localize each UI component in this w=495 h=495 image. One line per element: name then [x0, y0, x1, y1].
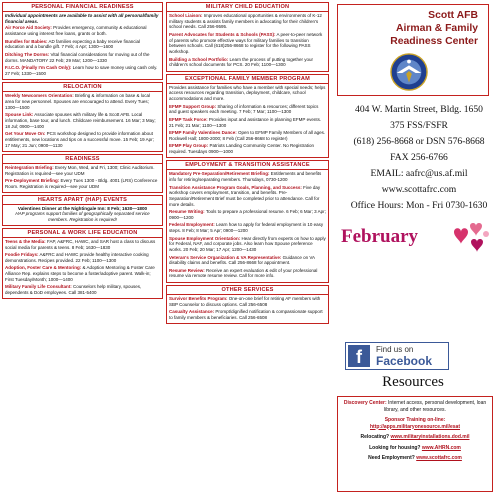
list-item: Veteran's Service Organization & VA Representative: Guidance on VA disability claims and benefits. Call 256-8668 for appointment. — [169, 254, 315, 266]
list-item: Resume Writing: Tools to prepare a professional resume. 6 Feb; 6 Mar; 3 Apr; 0900—1200 — [169, 209, 326, 220]
list-item: School Liaison: Improves educational opportunities & environments of K-12 military students & assists family members in advocating for their children's school needs. Call 256-9595. — [169, 13, 322, 30]
list-item: Military Family Life Consultant: Counselors help military, spouses, dependents & DoD employees. Call 381-5400 — [5, 284, 142, 295]
office-hours: Office Hours: Mon - Fri 0730-1630 — [350, 200, 488, 211]
list-item: Spouse Employment Orientation: Hear directly from experts on how to apply for Federal, NAF, and corporate jobs. Also learn how Spouse preference works. 20 Feb; 20 Mar; 17 Apr; 1200—1430 — [169, 235, 326, 253]
resources-title: Resources — [382, 374, 444, 390]
list-item: Ditching The Dorms: Vital financial considerations for moving out of the dorms. MANDATORY 22 Feb; 29 Mar; 1200—1330 — [5, 51, 150, 63]
housing-link[interactable]: www.AHRN.com — [421, 444, 461, 451]
housing: Looking for housing? www.AHRN.com — [369, 444, 461, 451]
list-item: Weekly Newcomers Orientation: Briefing & information on base & local area for new personnel. Spouses are encouraged to attend. Every Tues; 1300—1500 — [5, 93, 150, 110]
discovery-center: Discovery Center: Internet access, personal development, loan library, and other resources. — [343, 400, 487, 413]
list-item: Air Force Aid Society: Provides emergency, community & educational assistance using interest free loans, grants or both. — [5, 25, 147, 37]
facebook-line2: Facebook — [376, 354, 433, 368]
section-title: OTHER SERVICES — [167, 286, 328, 295]
hearts-apart-section — [2, 195, 163, 225]
month-banner — [333, 218, 493, 254]
personal-financial-readiness-section — [2, 2, 163, 80]
relocating: Relocating? www.militaryinstallations.dod.mil — [360, 434, 470, 440]
section-title: PERSONAL FINANCIAL READINESS — [3, 3, 162, 12]
section-intro: Individual appointments are available to assist with all personal/family financial areas. — [5, 13, 159, 24]
header-line: Scott AFB — [428, 10, 478, 21]
valentine-hearts-icon — [451, 218, 491, 254]
header-line: Readiness Center — [390, 36, 478, 47]
sponsor-training-link[interactable]: http://apps.militaryonesource.mil/esat — [369, 423, 461, 430]
list-item: F.I.C.O. (Finally I'm Cash Only): Learn how to save money using cash only. 27 Feb; 1330—1500 — [5, 65, 158, 76]
list-item: Resume Review: Receive an expert evaluation & edit of your professional resume via remote resume review. Call for more info. — [169, 267, 318, 279]
list-item: Federal Employment: Learn how to apply for federal employment in 10 easy steps. 8 Feb; 8 Mar; 5 Apr; 0900—1200 — [169, 222, 324, 234]
section-title: READINESS — [3, 155, 162, 164]
event-line: Valentines Dinner at the Nightingale Inn: 8 Feb; 1630—1800 — [17, 206, 148, 212]
efmp-section — [166, 74, 329, 159]
website-link[interactable]: www.scottafrc.com — [381, 184, 457, 195]
list-item: Adoption, Foster Care & Mentoring: & Adoption Mentoring & Foster Care Alliance Rep. explains steps to become a foster/adoptive parent. Walk-in; First Tuesday/Month; 1000—1400 — [5, 265, 155, 282]
list-item: Spouse Link: Associate spouses with military life & Scott AFB. Local information, base tour, and lunch. Childcare reimbursement. 16 Mar; 3 May; 18 Jul; 0900—1400 — [5, 112, 156, 129]
personal-work-life-section — [2, 228, 163, 300]
middle-column — [166, 2, 329, 326]
other-services-section — [166, 285, 329, 324]
list-item: EFMP Support Group: Sharing of information & resources; different topics and guest speakers each meeting. 7 Feb; 7 Mar; 1100—1300 — [169, 103, 319, 115]
list-item: EFMP Play Group: Patriots Landing Community Center. No Registration required. Tuesdays 0900—1000 — [169, 143, 314, 154]
center-header — [337, 4, 489, 96]
phone-number: (618) 256-8668 or DSN 576-8668 — [353, 136, 485, 147]
section-intro: Provides assistance for families who have a member with special needs; helps access resources regarding transition, deployment, childcare, school accommodations and more. — [169, 84, 326, 102]
right-column — [333, 2, 493, 493]
facebook-icon: f — [348, 345, 370, 367]
section-title: EMPLOYMENT & TRANSITION ASSISTANCE — [167, 161, 328, 170]
list-item: Parent Advocates for Students & Schools (PASS): A peer-to-peer network of parents who promote effective ways for military families to transition between schools. Call (618)256-8668 to register for the following PASS workshop. — [169, 31, 323, 55]
section-title: RELOCATION — [3, 83, 162, 92]
section-title: HEARTS APART (HAP) EVENTS — [3, 196, 162, 205]
list-item: EFMP Family Valentines Dance: Open to EFMP Family Members of all ages. Rockwell Hall; 1800-2000; 8 Feb (Call 256-8668 to register) — [169, 130, 326, 141]
header-line: Airman & Family — [396, 23, 478, 34]
list-item: Survivor Benefits Program: One-on-one brief for retiring AF members with SBP Counselor to discuss options. Call 256-6508 — [169, 295, 321, 307]
list-item: EFMP Task Force: Provides input and assistance in planning EFMP events. 21 Feb; 21 Mar; 1100—1300 — [169, 116, 322, 128]
month-title: February — [341, 226, 419, 247]
fax-number: FAX 256-6766 — [390, 152, 448, 163]
military-child-education-section — [166, 2, 329, 72]
list-item: Reintegration Briefing: Every Mon, Wed, and Fri, 1300; Clinic Auditorium. Registration is required—see your UDM — [5, 165, 155, 176]
list-item: Pre-Deployment Briefing: Every Tues 1300 - Bldg. 4001 (LRS) Conference Room. Registration is required—see your UDM — [5, 178, 158, 189]
list-item: Teens & the Media: FAP, A&FRC, HAWC, and SAR host a class to discuss social media for parents & teens. 8 Feb; 1630—1830 — [5, 238, 156, 250]
list-item: Mandatory Pre-Separation/Retirement Briefing: Entitlements and benefits info for retiring/separating members. Thursdays, 0730-1200 — [169, 171, 322, 183]
resources-box — [337, 396, 493, 492]
facebook-badge[interactable] — [345, 342, 449, 370]
readiness-section — [2, 154, 163, 193]
section-title: EXCEPTIONAL FAMILY MEMBER PROGRAM — [167, 75, 328, 84]
facebook-line1: Find us on — [376, 345, 414, 354]
email-address[interactable]: EMAIL: aafrc@us.af.mil — [370, 168, 468, 179]
left-column — [2, 2, 163, 301]
air-force-emblem-icon — [390, 53, 428, 91]
list-item: Casualty Assistance: Prompt/dignified notification & compassionate support to family members & beneficiaries. Call 256-6508 — [169, 309, 323, 320]
section-note: HAP programs support families of geographically separated service members. Registration is required! — [15, 211, 150, 223]
contact-block — [333, 102, 493, 214]
list-item: Foodie Fridays: A&FRC and HAWC provide healthy interactive cooking demonstrations. Recipes provided. 22 Feb; 1100—1300 — [5, 252, 149, 263]
section-title: MILITARY CHILD EDUCATION — [167, 3, 328, 12]
section-title: PERSONAL & WORK LIFE EDUCATION — [3, 229, 162, 238]
address-text: 404 W. Martin Street, Bldg. 1650 — [355, 104, 483, 115]
list-item: Building a School Portfolio: Learn the process of putting together your children's school documents for PCS. 20 Feb; 1100—1300 — [169, 56, 314, 68]
employment: Need Employment? www.scottafrc.com — [368, 455, 462, 461]
office-symbol: 375 FSS/FSFR — [390, 120, 448, 131]
list-item: Get Your Move On: PCS workshop designed to provide information about entitlements, new locations and tips on a successful move. 15 Feb; 19 Apr; 17 May; 21 Jun; 0900—1130 — [5, 131, 154, 148]
relocating-link[interactable]: www.militaryinstallations.dod.mil — [390, 434, 470, 440]
list-item: Bundles for Babies: AD families expecting a baby receive financial education and a bundle gift. 7 Feb; 4 Apr; 1300—1600 — [5, 38, 141, 50]
employment-link[interactable]: www.scottafrc.com — [416, 455, 462, 461]
relocation-section — [2, 82, 163, 152]
sponsor-training: Sponsor Training on-line: http://apps.militaryonesource.mil/esat — [369, 417, 461, 430]
employment-transition-section — [166, 160, 329, 283]
list-item: Transition Assistance Program Goals, Planning, and Success: Five day workshop covers employment, transition, and benefits. Pre-Separation/Retirement Brief must be completed prior to attendance. Call for more details. — [169, 184, 321, 207]
